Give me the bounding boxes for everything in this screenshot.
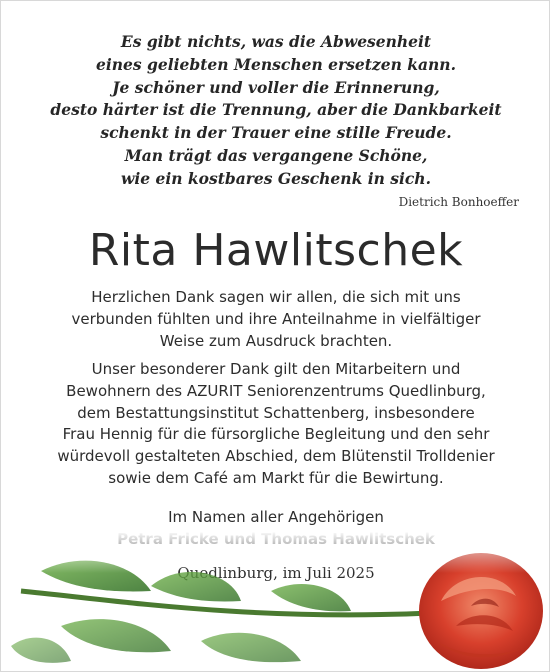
text-line: Unser besonderer Dank gilt den Mitarbeitern und	[91, 360, 461, 378]
text-line: würdevoll gestalteten Abschied, dem Blütenstil Trolldenier	[57, 447, 495, 466]
poem-line: eines geliebten Menschen ersetzen kann.	[96, 54, 456, 74]
text-line: sowie dem Café am Markt für die Bewirtung.	[108, 468, 444, 487]
signature-intro: Im Namen aller Angehörigen	[168, 508, 384, 526]
text-line: Herzlichen Dank sagen wir allen, die sich mit uns	[91, 288, 461, 306]
poem-line: schenkt in der Trauer eine stille Freude.	[100, 123, 452, 143]
poem-line: Man trägt das vergangene Schöne,	[124, 145, 428, 165]
text-line: verbunden fühlten und ihre Anteilnahme in vielfältiger	[71, 309, 481, 328]
poem-line: Es gibt nichts, was die Abwesenheit	[120, 32, 432, 51]
text-line: dem Bestattungsinstitut Schattenberg, insbesondere	[77, 403, 475, 422]
thanks-paragraph-special	[1, 359, 550, 490]
memorial-poem	[1, 31, 550, 191]
poem-line: desto härter ist die Trennung, aber die Dankbarkeit	[50, 100, 502, 120]
red-rose-icon	[1, 531, 550, 671]
text-line: Frau Hennig für die fürsorgliche Begleitung und den sehr	[62, 425, 490, 444]
poem-line: wie ein kostbares Geschenk in sich.	[121, 168, 431, 188]
thanks-paragraph-general	[1, 287, 550, 352]
poem-line: Je schöner und voller die Erinnerung,	[112, 77, 440, 97]
deceased-name: Rita Hawlitschek	[88, 225, 464, 276]
text-line: Weise zum Ausdruck brachten.	[159, 331, 393, 350]
text-line: Bewohnern des AZURIT Seniorenzentrums Quedlinburg,	[66, 381, 486, 400]
poem-author: Dietrich Bonhoeffer	[398, 195, 519, 209]
